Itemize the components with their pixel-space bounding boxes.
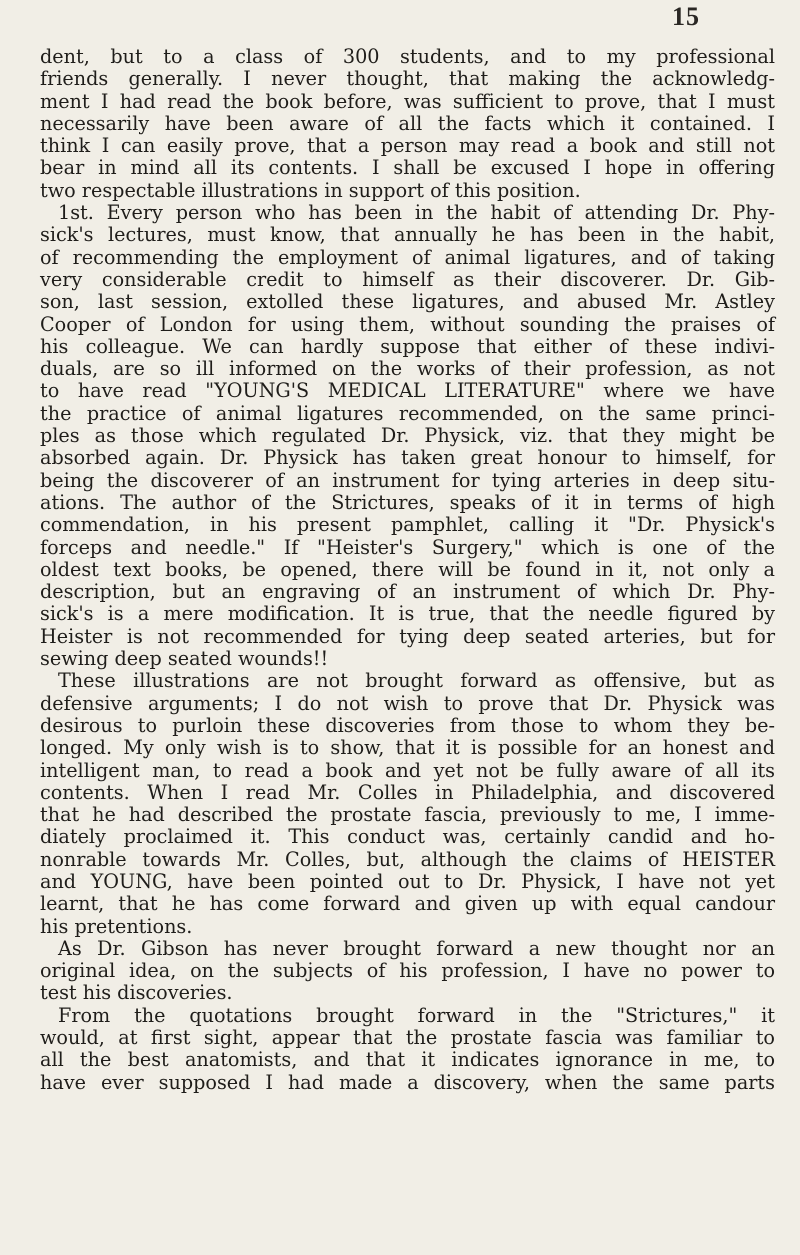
text-line: think I can easily prove, that a person may read a book and still not xyxy=(40,134,775,158)
text-line: As Dr. Gibson has never brought forward a new thought nor an xyxy=(58,936,775,960)
text-line: have ever supposed I had made a discovery, when the same parts xyxy=(40,1070,775,1094)
text-line: very considerable credit to himself as their discoverer. Dr. Gib- xyxy=(40,267,775,291)
text-line: sick's lectures, must know, that annually he has been in the habit, xyxy=(40,223,775,247)
text-line: sick's is a mere modification. It is true, that the needle figured by xyxy=(40,602,775,626)
text-line: commendation, in his present pamphlet, calling it "Dr. Physick's xyxy=(40,513,775,537)
text-line: his colleague. We can hardly suppose that either of these indivi- xyxy=(40,334,775,358)
text-line: nonrable towards Mr. Colles, but, although the claims of HEISTER xyxy=(40,847,775,871)
text-line: From the quotations brought forward in the "Strictures," it xyxy=(58,1003,775,1027)
text-line: ment I had read the book before, was sufficient to prove, that I must xyxy=(40,89,775,113)
text-line: would, at first sight, appear that the prostate fascia was familiar to xyxy=(40,1026,775,1050)
text-line: his pretentions. xyxy=(40,914,193,938)
text-line: bear in mind all its contents. I shall be excused I hope in offering xyxy=(40,156,775,180)
text-line: of recommending the employment of animal ligatures, and of taking xyxy=(40,245,775,269)
text-line: original idea, on the subjects of his profession, I have no power to xyxy=(40,959,775,983)
body-text xyxy=(40,46,775,1094)
text-line: two respectable illustrations in support of this position. xyxy=(40,178,581,202)
text-line: description, but an engraving of an instrument of which Dr. Phy- xyxy=(40,580,775,604)
text-line: 1st. Every person who has been in the habit of attending Dr. Phy- xyxy=(58,201,775,225)
text-line: learnt, that he has come forward and given up with equal candour xyxy=(40,892,775,916)
text-line: oldest text books, be opened, there will be found in it, not only a xyxy=(40,557,775,581)
text-line: forceps and needle." If "Heister's Surgery," which is one of the xyxy=(40,535,775,559)
text-line: sewing deep seated wounds!! xyxy=(40,647,329,671)
text-line: defensive arguments; I do not wish to prove that Dr. Physick was xyxy=(40,691,775,715)
text-line: contents. When I read Mr. Colles in Philadelphia, and discovered xyxy=(40,780,775,804)
text-line: necessarily have been aware of all the facts which it contained. I xyxy=(40,111,775,135)
text-line: that he had described the prostate fascia, previously to me, I imme- xyxy=(40,803,775,827)
text-line: friends generally. I never thought, that making the acknowledg- xyxy=(40,67,775,91)
text-line: ples as those which regulated Dr. Physick, viz. that they might be xyxy=(40,424,775,448)
text-line: Cooper of London for using them, without sounding the praises of xyxy=(40,312,775,336)
text-line: and YOUNG, have been pointed out to Dr. Physick, I have not yet xyxy=(40,869,775,893)
text-line: diately proclaimed it. This conduct was, certainly candid and ho- xyxy=(40,825,775,849)
text-line: dent, but to a class of 300 students, and to my professional xyxy=(40,45,775,68)
text-line: all the best anatomists, and that it indicates ignorance in me, to xyxy=(40,1048,775,1072)
text-line: longed. My only wish is to show, that it is possible for an honest and xyxy=(40,736,775,760)
text-line: intelligent man, to read a book and yet not be fully aware of all its xyxy=(40,758,775,782)
text-line: Heister is not recommended for tying deep seated arteries, but for xyxy=(40,624,775,648)
text-line: duals, are so ill informed on the works of their profession, as not xyxy=(40,357,775,381)
text-line: to have read "YOUNG'S MEDICAL LITERATURE" where we have xyxy=(40,379,775,403)
text-line: absorbed again. Dr. Physick has taken great honour to himself, for xyxy=(40,446,775,470)
text-line: the practice of animal ligatures recommended, on the same princi- xyxy=(40,401,775,425)
page-number: 15 xyxy=(672,2,700,31)
text-line: These illustrations are not brought forward as offensive, but as xyxy=(58,669,775,693)
text-line: being the discoverer of an instrument for tying arteries in deep situ- xyxy=(40,468,775,492)
text-line: test his discoveries. xyxy=(40,981,233,1005)
text-line: son, last session, extolled these ligatures, and abused Mr. Astley xyxy=(40,290,775,314)
text-line: desirous to purloin these discoveries from those to whom they be- xyxy=(40,713,775,737)
text-line: ations. The author of the Strictures, speaks of it in terms of high xyxy=(40,490,775,514)
